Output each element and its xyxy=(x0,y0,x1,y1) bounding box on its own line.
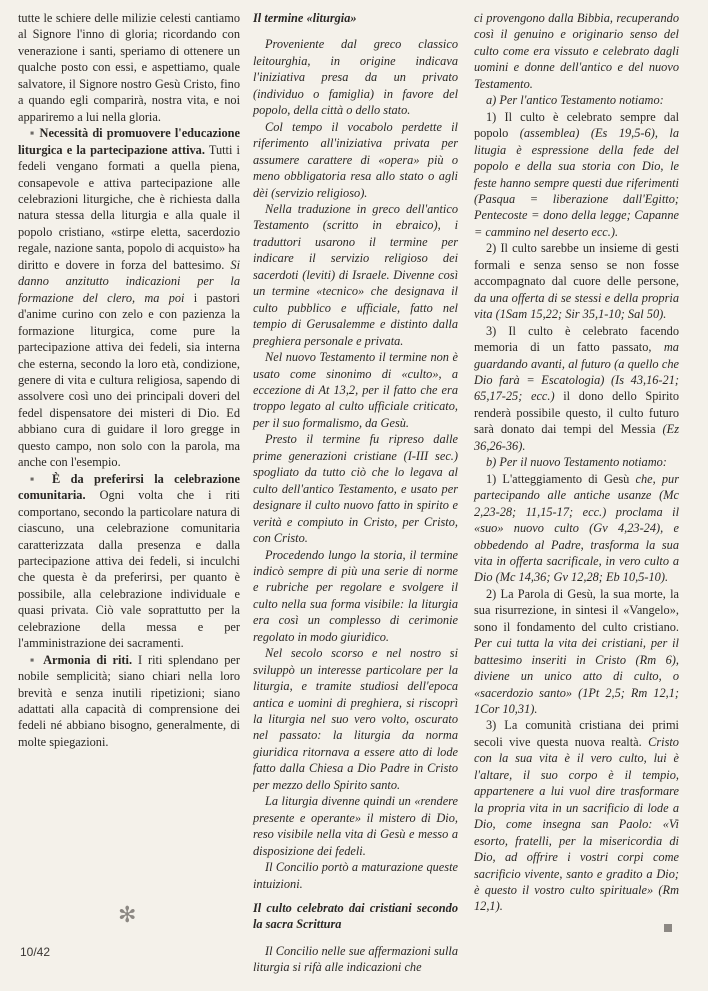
paragraph-italic: (assemblea) (Es 19,5-6), la litugia è espressione della fede del popolo e della sua storia con Dio, le feste hanno sempre questi due riferimenti (Pasqua = liberazione dall'Egitto; Pentecoste = dono della legge; Capanne = cammino nel deserto ecc.). xyxy=(474,126,679,239)
page-number: 10/42 xyxy=(20,945,51,959)
paragraph xyxy=(474,323,679,455)
paragraph: tutte le schiere delle milizie celesti cantiamo al Signore l'inno di gloria; ricordando con venerazione i santi, speriamo di ottenere un qualche posto con essi, e aspettiamo, quale salvatore, il Signore nostro Gesù Cristo, fino a quando egli comparirà, nostra vita, e noi appariremo a lui nella gloria. xyxy=(18,11,240,124)
paragraph xyxy=(18,471,240,652)
paragraph xyxy=(18,125,240,471)
paragraph xyxy=(474,586,679,718)
sidebar-heading: Il termine «liturgia» xyxy=(253,11,357,25)
paragraph: Il Concilio nelle sue affermazioni sulla liturgia si rifà alle indicazioni che xyxy=(253,943,458,975)
paragraph-italic: Si danno anzitutto indicazioni per la formazione del clero, ma poi xyxy=(18,257,240,305)
paragraph-text: 3) Il culto è celebrato facendo memoria di un fatto passato, xyxy=(474,323,679,355)
paragraph-text: Ogni volta che i riti comportano, secondo la particolare natura di ciascuno, una celebrazione comunitaria caratterizzata dalla presenza e dalla partecipazione attiva dei fedeli, si inculchi che questa è da preferirsi, per quanto è possibile, alla celebrazione individuale e quasi privata. Ciò vale soprattutto per la celebrazione della messa e per l'amministrazione dei sacramenti. xyxy=(18,488,240,651)
paragraph: Procedendo lungo la storia, il termine indicò sempre di più una serie di norme e rubriche per regolare e svolgere il culto nella sua forma visibile: la liturgia era così un complesso di cerimonie regolato in modo giuridico. xyxy=(253,547,458,644)
paragraph-text: 1) Il culto è celebrato sempre dal popolo xyxy=(474,109,679,141)
column-left xyxy=(18,10,240,750)
paragraph-text: I riti splendano per nobile semplicità; siano chiari nella loro brevità e senza inutili ripetizioni; siano adattati alla capacità di comprensione dei fedeli né abbiano bisogno, generalmente, di molte spiegazioni. xyxy=(18,652,240,749)
section-heading: Armonia di riti. xyxy=(43,652,133,667)
paragraph-text: 2) Il culto sarebbe un insieme di gesti formali e senza senso se non fosse accompagnato dal cuore delle persone, xyxy=(474,241,679,289)
paragraph: Nel nuovo Testamento il termine non è usato come sinonimo di «culto», a eccezione di At 13,2, per il fatto che era troppo legato al culto ufficiale criticato, per il suo formalismo, da Gesù. xyxy=(253,350,458,430)
bullet-icon: ▪ xyxy=(30,652,38,667)
column-right xyxy=(474,10,679,915)
section-heading: Necessità di promuovere l'educazione liturgica e la partecipazione attiva. xyxy=(18,126,240,157)
paragraph: Nella traduzione in greco dell'antico Testamento (scritto in ebraico), i traduttori usarono il termine per indicare il servizio religioso dei sacerdoti (leviti) di Israele. Divenne così un termine «tecnico» che designava il culto pubblico e ufficiale, fatto nel tempio di Gerusalemme e distinto dalla preghiera personale e privata. xyxy=(253,201,458,348)
paragraph: Il Concilio portò a maturazione queste intuizioni. xyxy=(253,860,458,891)
sidebar-heading: Il culto celebrato dai cristiani secondo la sacra Scrittura xyxy=(253,901,458,932)
paragraph: Col tempo il vocabolo perdette il riferimento all'iniziativa privata per assumere carattere di «opera» più o meno obbligatoria resa allo stato o agli dèi (servizio religioso). xyxy=(253,119,458,200)
paragraph-text: 1) L'atteggiamento di Gesù xyxy=(486,471,630,486)
paragraph xyxy=(474,109,679,241)
bullet-icon: ▪ xyxy=(30,126,36,141)
paragraph-text: Tutti i fedeli vengano formati a quella piena, consapevole e attiva partecipazione alle celebrazioni liturgiche, che è richiesta dalla natura stessa della liturgia e alla quale il popolo cristiano, «stirpe eletta, sacerdozio regale, nazione santa, popolo di acquisto» ha diritto e dovere in forza del battesimo. xyxy=(18,142,240,272)
paragraph xyxy=(474,471,679,586)
paragraph-italic: (Ez 36,26-36). xyxy=(474,422,680,453)
end-mark-icon xyxy=(664,924,672,932)
paragraph: Presto il termine fu ripreso dalle prime generazioni cristiane (I-III sec.) spogliato da tutto ciò che lo legava al culto dell'antico Testamento, e usato per designare il culto nuovo fatto in spirito e verità e compiuto in Cristo, per Cristo, con Cristo. xyxy=(253,432,458,546)
paragraph-text: 3) La comunità cristiana dei primi secoli vive questa nuova realtà. xyxy=(474,718,679,749)
paragraph: a) Per l'antico Testamento notiamo: xyxy=(486,93,664,108)
paragraph: La liturgia divenne quindi un «rendere presente e operante» il mistero di Dio, reso visibile nella vita di Gesù e messo a disposizione dei fedeli. xyxy=(253,794,458,858)
asterisk-ornament-icon: ✻ xyxy=(118,902,137,927)
paragraph-italic: Per cui tutta la vita dei cristiani, per il battesimo inseriti in Cristo (Rm 6), diviene un unico atto di culto, o «sacerdozio santo» (1Pt 2,5; Rm 12,1; 1Cor 10,31). xyxy=(474,636,679,717)
paragraph-italic: ma guardando avanti, al futuro (a quello che Dio farà = Escatologia) (Is 43,16-21; 65,17-25; ecc.) xyxy=(474,340,679,404)
paragraph xyxy=(18,652,240,751)
bullet-icon: ▪ xyxy=(30,471,42,486)
paragraph-text: il dono dello Spirito renderà possibile questo, il culto futuro sarà donato dai tempi del Messia xyxy=(474,389,679,437)
paragraph-italic: Cristo con la sua vita è il vero culto, lui è l'altare, il suo corpo è il tempio, appartenere a lui vuol dire trasformare la propria vita in un sacrificio di lode a Dio, come insegna san Paolo: «Vi esorto, fratelli, per la misericordia di Dio, ad offrire i vostri corpi come sacrificio vivente, santo e gradito a Dio; è questo il vostro culto spirituale» (Rm 12,1). xyxy=(474,734,679,914)
paragraph-text: 2) La Parola di Gesù, la sua morte, la sua risurrezione, in sintesi il «Vangelo», sono il fondamento del culto cristiano. xyxy=(474,586,679,634)
paragraph-italic: che, pur partecipando alle antiche usanze (Mc 2,23-28; 11,15-17; ecc.) proclama il «suo» nuovo culto (Gv 4,23-24), e obbedendo al Padre, trasforma la sua vita in offerta sacrificale, in vero culto a Dio (Mc 14,36; Gv 12,28; Eb 10,5-10). xyxy=(474,471,679,585)
section-heading: È da preferirsi la celebrazione comunitaria. xyxy=(18,471,240,503)
paragraph: ci provengono dalla Bibbia, recuperando così il genuino e originario senso del culto come era vissuto e celebrato dagli uomini e donne dell'antico e del nuovo Testamento. xyxy=(474,11,679,91)
paragraph-italic: da una offerta di se stessi e della propria vita (1Sam 15,22; Sir 35,1-10; Sal 50). xyxy=(474,290,679,322)
paragraph: Nel secolo scorso e nel nostro si sviluppò un interesse particolare per la liturgia, e tramite studiosi dell'epoca antica e uomini di preghiera, si riscoprì la liturgia nel suo vero volto, oscurato nel passato: la liturgia da norma giuridica ritornava a essere atto di lode fatto dalla Chiesa a Dio Padre in Cristo per mezzo dello Spirito santo. xyxy=(253,646,458,792)
column-middle xyxy=(253,10,458,976)
paragraph xyxy=(474,717,679,914)
paragraph-text: i pastori d'anime curino con zelo e con pazienza la formazione liturgica, come pure la partecipazione attiva dei fedeli, sia interna che esterna, secondo la loro età, condizione, genere di vita e cultura religiosa, sapendo di assolvere così uno dei principali doveri del fedel dispensatore dei misteri di Dio. Ed abbiano cura di guidare il loro gregge in questo campo, non solo con la parola, ma anche con l'esempio. xyxy=(18,290,240,470)
paragraph: Proveniente dal greco classico leitourghia, in origine indicava l'iniziativa presa da un privato (individuo o famiglia) in favore del popolo, della città o dello stato. xyxy=(253,37,458,118)
paragraph xyxy=(474,240,679,322)
paragraph: b) Per il nuovo Testamento notiamo: xyxy=(486,455,667,470)
